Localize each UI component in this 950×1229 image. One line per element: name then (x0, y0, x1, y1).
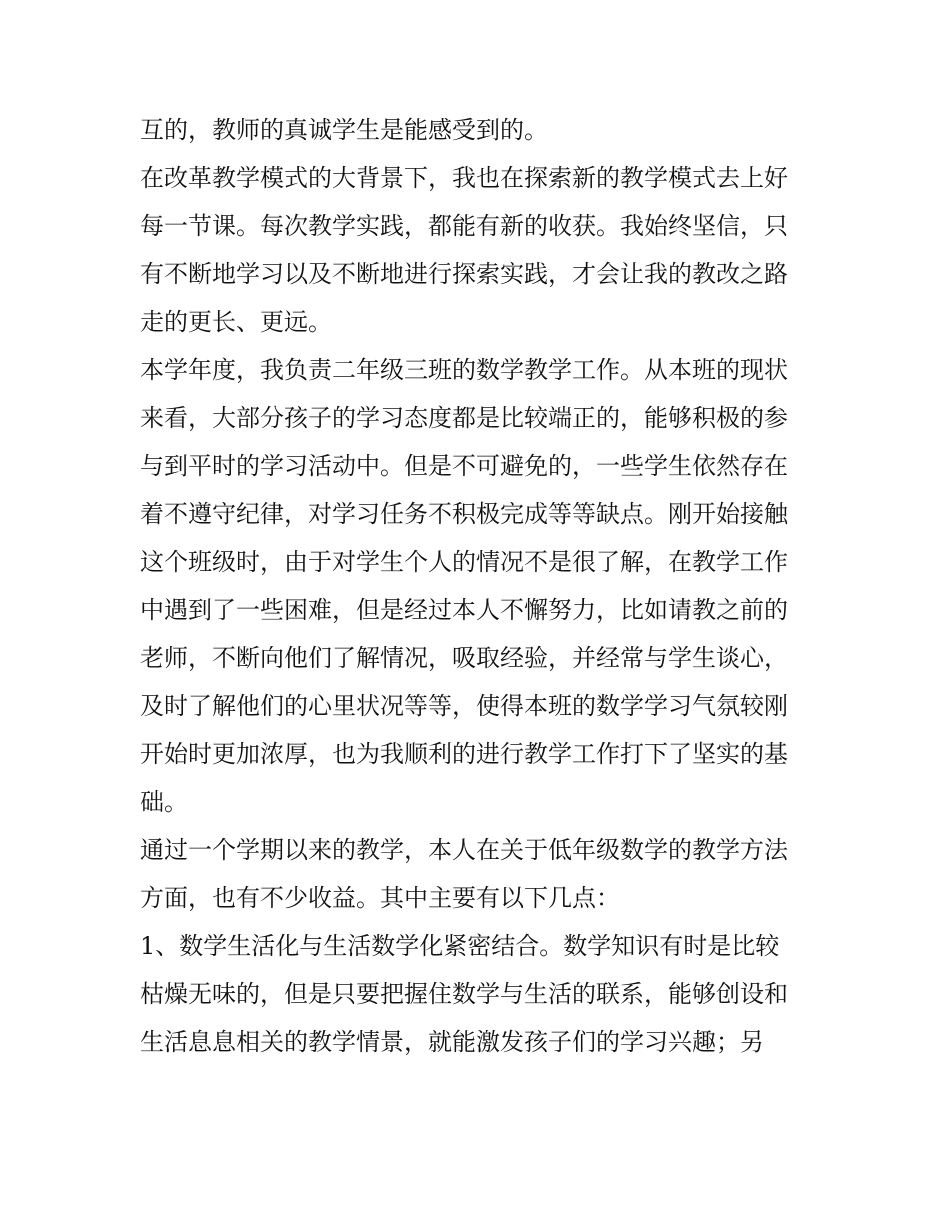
text-line: 通过一个学期以来的教学，本人在关于低年级数学的教学方法 (140, 836, 788, 864)
text-line: 础。 (140, 788, 188, 816)
text-line: 着不遵守纪律，对学习任务不积极完成等等缺点。刚开始接触 (140, 500, 788, 528)
document-body (140, 106, 820, 1066)
text-line: 1、数学生活化与生活数学化紧密结合。数学知识有时是比较 (140, 932, 780, 960)
text-line: 互的，教师的真诚学生是能感受到的。 (140, 116, 548, 144)
text-line: 有不断地学习以及不断地进行探索实践，才会让我的教改之路 (140, 260, 788, 288)
text-line: 来看，大部分孩子的学习态度都是比较端正的，能够积极的参 (140, 404, 788, 432)
text-line: 枯燥无味的，但是只要把握住数学与生活的联系，能够创设和 (140, 980, 788, 1008)
text-line: 及时了解他们的心里状况等等，使得本班的数学学习气氛较刚 (140, 692, 788, 720)
text-line: 这个班级时，由于对学生个人的情况不是很了解，在教学工作 (140, 548, 788, 576)
text-line: 每一节课。每次教学实践，都能有新的收获。我始终坚信，只 (140, 212, 788, 240)
text-line: 走的更长、更远。 (140, 308, 332, 336)
text-line: 老师，不断向他们了解情况，吸取经验，并经常与学生谈心， (140, 644, 788, 672)
text-line: 方面，也有不少收益。其中主要有以下几点： (140, 884, 620, 912)
text-line: 开始时更加浓厚，也为我顺利的进行教学工作打下了坚实的基 (140, 740, 788, 768)
text-line: 在改革教学模式的大背景下，我也在探索新的教学模式去上好 (140, 164, 788, 192)
text-line: 与到平时的学习活动中。但是不可避免的，一些学生依然存在 (140, 452, 788, 480)
text-line: 本学年度，我负责二年级三班的数学教学工作。从本班的现状 (140, 356, 788, 384)
text-line: 生活息息相关的教学情景，就能激发孩子们的学习兴趣；另 (140, 1028, 764, 1056)
text-line: 中遇到了一些困难，但是经过本人不懈努力，比如请教之前的 (140, 596, 788, 624)
